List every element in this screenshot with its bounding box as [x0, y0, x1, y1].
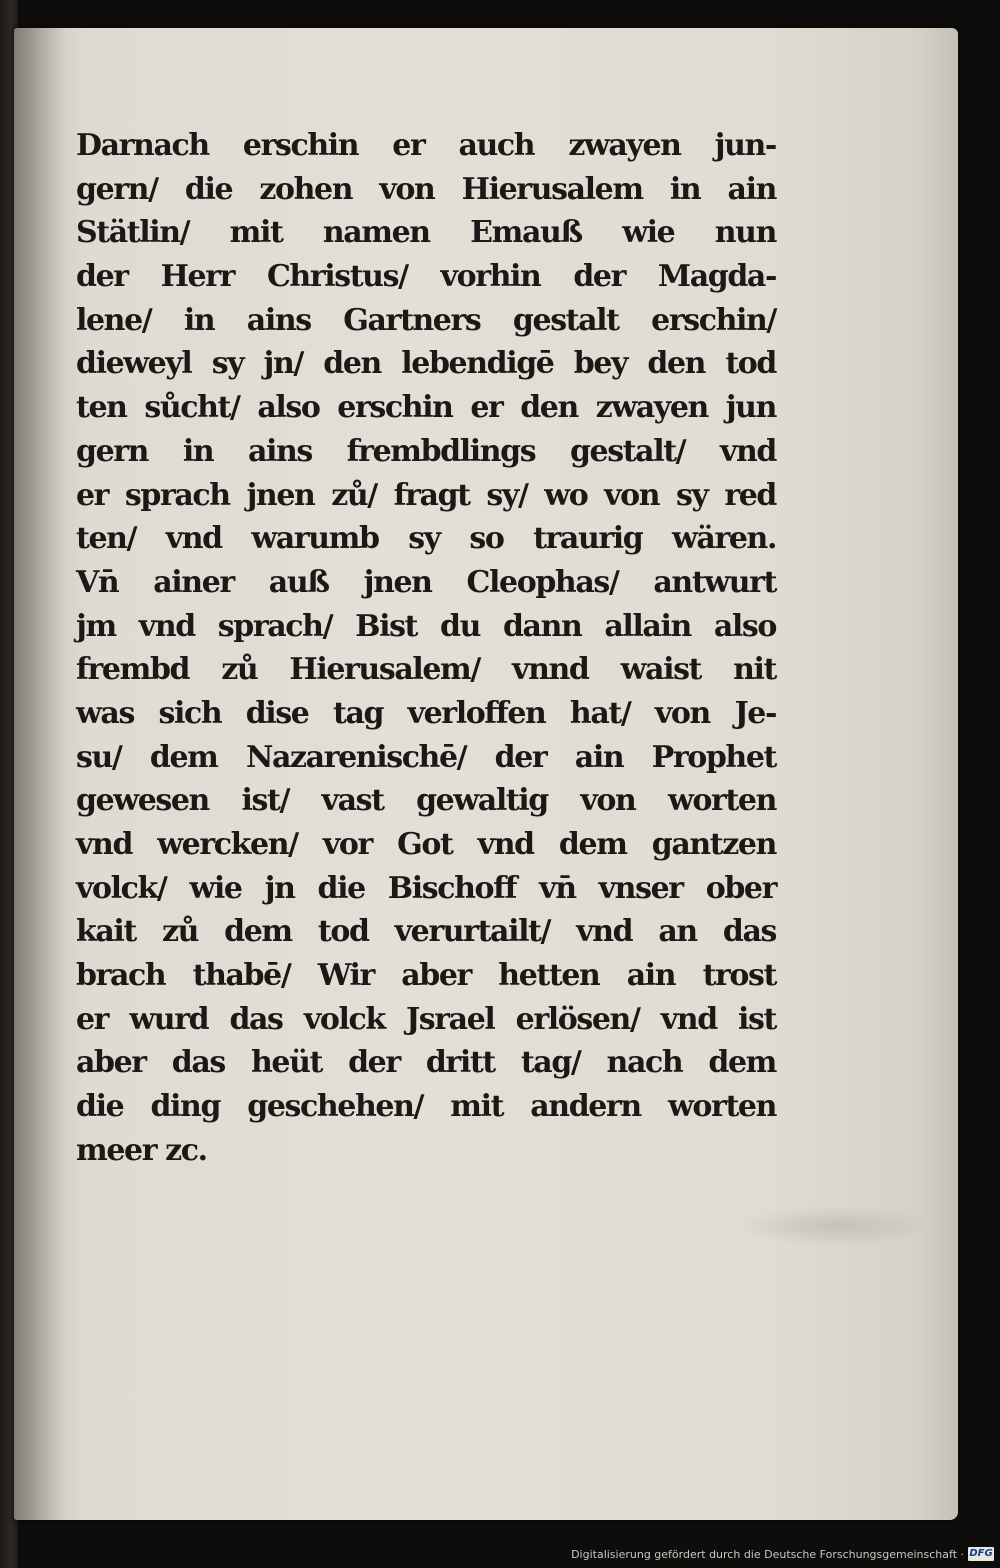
text-line: gern in ains frembdlings gestalt/ vnd [76, 433, 776, 469]
text-line: die ding geschehen/ mit andern worten [76, 1089, 776, 1125]
book-page [14, 28, 958, 1520]
text-line: jm vnd sprach/ Bist du dann allain also [76, 608, 776, 644]
binding-shadow [14, 28, 66, 1520]
text-line: volck/ wie jn die Bischoff vn̄ vnser ober [76, 870, 776, 906]
text-line: der Herr Christus/ vorhin der Magda- [76, 259, 776, 295]
text-line: vnd wercken/ vor Got vnd dem gantzen [76, 827, 776, 862]
text-line: er wurd das volck Jsrael erlösen/ vnd ist [76, 1001, 776, 1037]
text-line: Vn̄ ainer auß jnen Cleophas/ antwurt [76, 564, 776, 600]
text-line: kait zů dem tod verurtailt/ vnd an das [76, 914, 776, 950]
text-line: gern/ die zohen von Hierusalem in ain [76, 171, 776, 207]
show-through-bleed [734, 1206, 934, 1246]
text-line: brach thabē/ Wir aber hetten ain trost [76, 958, 776, 994]
page-text-block [76, 124, 776, 1173]
text-line: frembd zů Hierusalem/ vnnd waist nit [76, 652, 776, 688]
text-line: Darnach erschin er auch zwayen jun- [76, 128, 776, 163]
text-line: lene/ in ains Gartners gestalt erschin/ [76, 302, 776, 338]
text-line: er sprach jnen zů/ fragt sy/ wo von sy red [76, 477, 776, 513]
footer-credit: Digitalisierung gefördert durch die Deutsche Forschungsgemeinschaft · [571, 1548, 964, 1561]
text-line: aber das heüt der dritt tag/ nach dem [76, 1045, 776, 1081]
text-line: was sich dise tag verloffen hat/ von Je- [76, 695, 776, 731]
digitization-footer [0, 1545, 1000, 1568]
text-line: Stätlin/ mit namen Emauß wie nun [76, 215, 776, 251]
text-line: ten sůcht/ also erschin er den zwayen jun [76, 390, 776, 426]
text-line: su/ dem Nazarenischē/ der ain Prophet [76, 739, 776, 775]
text-line-final: meer zc. [76, 1132, 207, 1168]
text-line: gewesen ist/ vast gewaltig von worten [76, 783, 776, 819]
text-line: ten/ vnd warumb sy so traurig wären. [76, 521, 776, 557]
dfg-logo-icon: DFG [969, 1548, 993, 1559]
text-line: dieweyl sy jn/ den lebendigē bey den tod [76, 346, 776, 382]
